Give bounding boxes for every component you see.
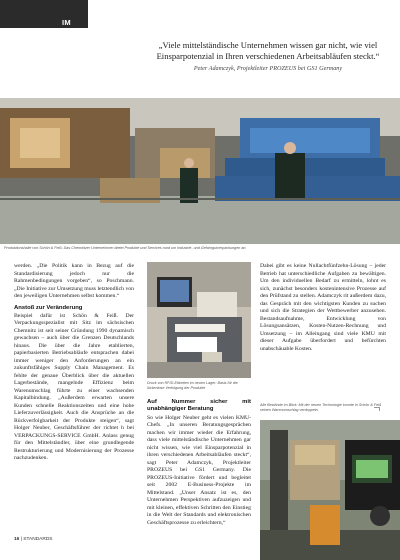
col3-paragraph-1: Dabei gibt es keine Nullachtfünfzehn-Lösung – jeder Betrieb hat unterschiedliche Aufgaben zu bewältigen. Um den individuellen Bedarf zu ermitteln, lohnt es sich, zunächst besonders kostenintensive Prozesse auf den Prüfstand zu stellen. Adamczyk rit außerdem dazu, das Gespräch mit den wichtigsten Kunden zu suchen und sich die Strategien der Wettbewerber anzusehen. Bestandsaufnahme, Entwicklung von Lösungsansätzen, Kosten-Nutzen-Rechnung und Umsetzung – im Alleingang sind viele KMU mit dieser Aufgabe überfordert und befürchten unabschäuable Kosten. bbox=[260, 263, 386, 352]
pull-quote bbox=[148, 40, 388, 72]
article-column-2 bbox=[147, 395, 251, 528]
col1-subheading: Anstoß zur Veränderung bbox=[14, 304, 83, 311]
col2-subheading: Auf Nummer sicher mit unabhängiger Beratung bbox=[147, 399, 251, 413]
quote-text: „Viele mittelständische Unternehmen wissen gar nicht, wie viel Einsparpotenzial in Ihren verschiedenen Arbeitsabläufen steckt.“ bbox=[156, 40, 380, 61]
col1-paragraph-1: werden. „Die Politik kann in Bezug auf die Standardisierung jedoch nur die Rahmenbedingungen vorgeben“, so Poschmann. „Die Initiative zur Umsetzung muss letztendlich von den jeweiligen Unternehmen selbst kommen.“ bbox=[14, 263, 134, 299]
quote-attribution: Peter Adamczyk, Projektleiter PROZEUS bei GS1 Germany bbox=[193, 65, 343, 72]
rfid-photo bbox=[147, 262, 251, 378]
main-photo-caption: Produktionshalle von Schön & Feiß: Das Chemnitzer Unternehmen bietet Produkte und Services rund um Industrie- und Gefahrgutverpackungen an. bbox=[4, 246, 247, 250]
main-photo bbox=[0, 98, 400, 244]
page-footer: 16 | STANDARDS bbox=[14, 537, 53, 542]
page-number: 16 bbox=[14, 537, 20, 542]
forklift-photo-caption: Alle Bestände im Blick: Mit der neuen Technologie konnte in Schön & Feiß seinen Warenumschlag verdoppeln. bbox=[260, 403, 382, 412]
arrow-icon bbox=[374, 396, 382, 401]
forklift-photo bbox=[260, 420, 400, 560]
col1-paragraph-2: Beispiel dafür ist Schön & Feiß. Der Verpackungsspezialist mit Sitz im sächsischen Chemnitz ist seit seiner Gründung 1990 dynamisch gewachsen – auch über die Grenzen Deutschlands hinaus. Die über die Jahre etablierten, papierbasierten Betriebsabläufe entsprachen dabei immer weniger den Anforderungen an ein zukunftsfähiges Supply Chain Management. Es fehlte der genaue Überblick über die aktuellen Lagerbestände, mangelnde Effizienz beim Warenumschlag führte zu einer wachsenden Kapitalbindung. „Außerdem erwarten unsere Kunden schnelle Reaktionszeiten und eine hohe Lieferzuverlässigkeit. Auch die Ansprüche an die Rückverfolgbarkeit der Produkte steigen“, sagt Holger Neuber, Geschäftsführer der richtet h bei VERPACKUNGS-SERVICE GmbH. Anlass genug für den Mittelständler, über eine grundlegende Restrukturierung und Modernisierung der Prozesse nachzudenken. bbox=[14, 312, 134, 462]
section-badge bbox=[0, 0, 90, 36]
rfid-photo-caption: Druck von RFID-Etiketten im neuen Lager: Basis für die lückenlose Verfolgung der Produkte bbox=[147, 381, 238, 390]
article-column-1 bbox=[14, 263, 134, 464]
section-label: IM FOKUS bbox=[62, 18, 90, 36]
footer-section: STANDARDS bbox=[23, 537, 53, 542]
col2-paragraph-1: So wie Holger Neuber geht es vielen KMU-Chefs. „In unseren Beratungsgesprächen machen wir immer wieder die Erfahrung, dass viele mittelständische Unternehmen gar nicht wissen, wie viel Einsparpotenzial in ihren verschiedenen Arbeitsabläufen steckt“, sagt Peter Adamczyk, Projektleiter PROZEUS bei GS1 Germany. Die PROZEUS-Initiative fördert und begleitet seit 2002 E-Business-Projekte im Mittelstand. „Unser Ansatz ist es, den Unternehmen Perspektiven aufzuzeigen und mit kleinen, effektiven Schritten den Einstieg in die Welt der Standards und elektronischen Geschäftsprozesse zu erleichtern,“ bbox=[147, 414, 251, 526]
article-column-3 bbox=[260, 263, 386, 354]
